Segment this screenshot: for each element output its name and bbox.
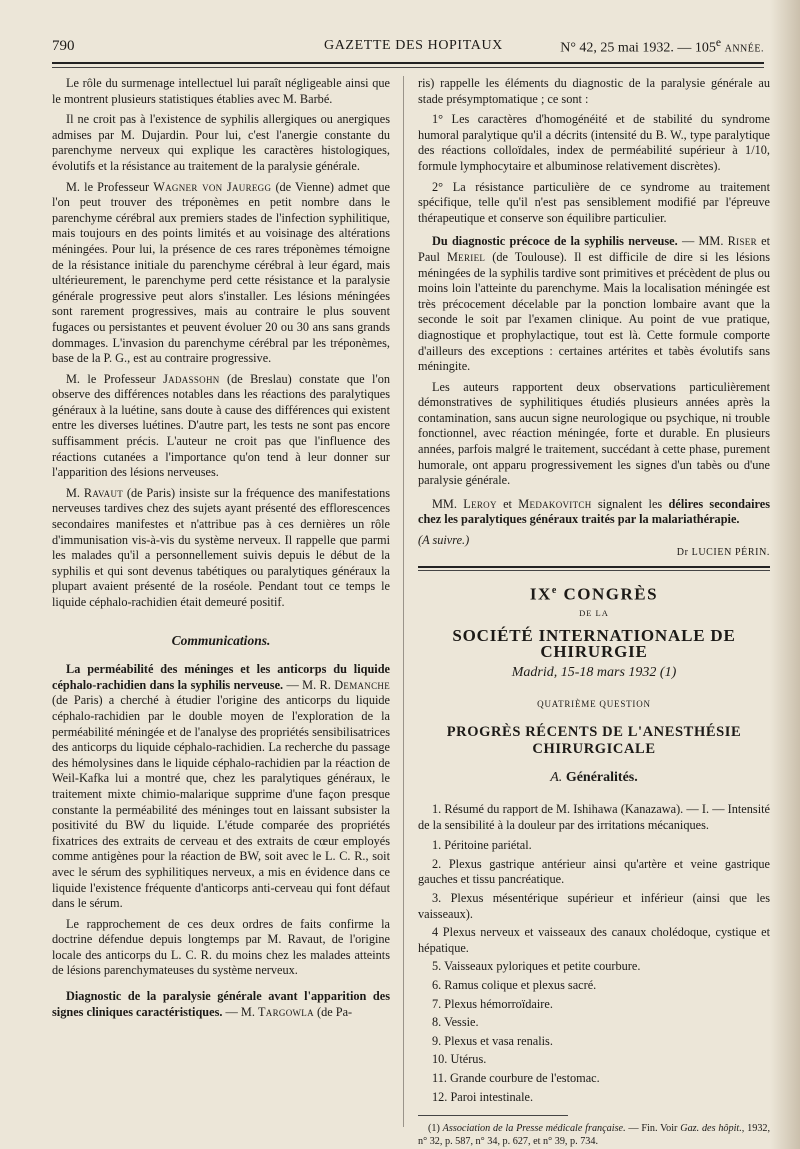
congress-dates: Madrid, 15-18 mars 1932 (1) bbox=[511, 665, 677, 681]
header-rule-thin bbox=[52, 67, 764, 68]
section-rule-thin bbox=[418, 570, 770, 571]
paragraph: ris) rappelle les éléments du diagnostic de la paralysie générale au stade présymptomatique ; ce sont : bbox=[418, 76, 770, 106]
author-name: Riser bbox=[727, 234, 757, 249]
text: et bbox=[503, 496, 512, 511]
list-item: 9. Plexus et vasa renalis. bbox=[432, 1033, 553, 1048]
footnote-rule bbox=[418, 1115, 568, 1116]
paragraph: 2° La résistance particulière de ce syndrome au traitement spécifique, telle qu'il n'est pas sensiblement modifié par l'épreuve thérapeutique et conserve son équilibre particulier. bbox=[418, 179, 770, 225]
list-item: 3. Plexus mésentérique supérieur et inférieur (ainsi que les vaisseaux). bbox=[418, 891, 770, 921]
author-name: Jadassohn bbox=[163, 371, 220, 386]
footnote bbox=[418, 1122, 770, 1148]
text: — M. R. bbox=[286, 677, 331, 692]
text: M. bbox=[66, 485, 81, 500]
communication-title: Diagnostic de la paralysie générale avant l'apparition des signes cliniques caractéristiques. bbox=[52, 989, 390, 1019]
text: (de Paris) a cherché à étudier l'origine des anticorps du liquide céphalo-rachidien par le double moyen de l'exploration de la perméabilité méningée et de l'analyse des propriétés sensibilisatrices des anticorps du liquide céphalo-rachidien. La recherche du passage des hémolysines dans le liquide céphalo-rachidien par la réaction de Weil-Kafka lui a montré que, chez les paralytiques généraux, le traitement mixte chimio-malarique supprime d'une façon presque constante la perméabilité des méninges tout en laissant subsister la positivité du BW du liquide. L'étude comparée des propriétés fixatrices des extraits de cerveau et des extraits de cœur employés comme antigènes pour la réaction de BW, soit avec le L. C. R., soit avec le sérum des syphilitiques nerveux, a mis en évidence dans ce liquide l'existence fréquente d'anticorps anti-cerveau qui font défaut dans le sérum. bbox=[52, 693, 390, 911]
header-rule bbox=[52, 62, 764, 64]
society-name: SOCIÉTÉ INTERNATIONALE DE CHIRURGIE bbox=[452, 626, 736, 661]
text: M. le Professeur bbox=[66, 179, 150, 194]
author-name: Demanche bbox=[334, 677, 390, 692]
page-number: 790 bbox=[52, 38, 75, 54]
topic-title: PROGRÈS RÉCENTS DE L'ANESTHÉSIE CHIRURGICALE bbox=[446, 724, 742, 758]
paragraph: Il ne croit pas à l'existence de syphilis allergiques ou anergiques admises par M. Dujardin. Pour lui, c'est l'anergie constante du parenchyme nerveux qui explique les caractères histologiques, évolutifs et la résistance au traitement de la paralysie générale. bbox=[52, 112, 390, 173]
journal-title: GAZETTE DES HOPITAUX bbox=[324, 38, 503, 53]
list-item: 12. Paroi intestinale. bbox=[432, 1089, 534, 1104]
list-item: 2. Plexus gastrique antérieur ainsi qu'artère et veine gastrique gauches et tissu pancréatique. bbox=[418, 856, 770, 887]
list-item: 5. Vaisseaux pyloriques et petite courbure. bbox=[432, 959, 641, 974]
issue-text: N° 42, 25 mai 1932. — 105 bbox=[560, 40, 716, 56]
text: et Paul bbox=[418, 234, 770, 264]
list-item: 11. Grande courbure de l'estomac. bbox=[432, 1070, 600, 1085]
question-label: QUATRIÈME QUESTION bbox=[537, 698, 651, 709]
congress-sup: e bbox=[551, 585, 558, 597]
paragraph bbox=[52, 372, 390, 481]
item-list bbox=[418, 838, 770, 1105]
list-item: 4 Plexus nerveux et vaisseaux des canaux cholédoque, cystique et hépatique. bbox=[418, 925, 770, 955]
paragraph: 1° Les caractères d'homogénéité et de stabilité du syndrome humoral paralytique qu'il a décrits (intensité du B. W., type paralytique des réactions colloïdales, index de perméabilité supérieur à 1/10, formule lymphocytaire et albuminose relativement discrètes). bbox=[418, 112, 770, 173]
section-title: Communications. bbox=[171, 632, 271, 648]
author-name: Wagner von Jauregg bbox=[153, 179, 272, 194]
to-be-continued: (A suivre.) bbox=[418, 533, 470, 548]
text: MM. bbox=[432, 496, 457, 511]
text: — M. bbox=[225, 1004, 255, 1019]
text: (de Paris) insiste sur la fréquence des manifestations nerveuses tardives chez des sujets ayant présenté des efflorescences secondaires manifestes et n'attribue pas à ces dernières un rôle d'immunisation vis-à-vis du système nerveux. Il rappelle que parmi les malades qu'il a personnellement suivis depuis le début de la syphilis et qui sont devenus tabétiques ou paralytiques généraux la plupart avaient présenté de la roséole. Pendant tout ce temps le liquide céphalo-rachidien était demeuré positif. bbox=[52, 485, 391, 609]
communication-title: Du diagnostic précoce de la syphilis nerveuse. bbox=[432, 234, 678, 249]
list-item: 7. Plexus hémorroïdaire. bbox=[432, 996, 553, 1011]
author-name: Meriel bbox=[446, 249, 486, 264]
text: (de Toulouse). Il est difficile de dire si les lésions méningées de la syphilis tardive sont primitives et précèdent de plus ou moins loin l'atteinte du parenchyme. Mais la localisation méningée est très précocement décelable par la ponction lombaire avant que la seconde le soit par l'examen clinique. Au point de vue pratique, diagnostique et prophylactique, tout est là. Cette formule comporte d'ailleurs des exceptions : certaines artérites et tabès évolutifs sans méningite. bbox=[418, 249, 771, 374]
paragraph: 1. Résumé du rapport de M. Ishihawa (Kanazawa). — I. — Intensité de la sensibilité à la douleur par des irritations mécaniques. bbox=[418, 802, 770, 832]
paragraph: Les auteurs rapportent deux observations particulièrement démonstratives de syphilitiques étudiés plusieurs années après la contamination, sans aucun signe neurologique ou psychique, ni trouble fonctionnel, avec réaction méningée, forte et durable. En plusieurs années, parfois malgré le traitement, succédant à cette phase, purement humorale, ont apparu progressivement les signes d'un tabès ou d'une paralysie générale. bbox=[418, 379, 770, 488]
text: (de Vienne) admet que l'on peut trouver des tréponèmes en petit nombre dans le parenchyme cérébral aux premiers stades de l'infection syphilitique, mais toujours en des points limités et au voisinage des altérations méningées. Pour lui, la présence de ces rares tréponèmes témoigne de la résistance initiale du parenchyme cérébral à leur égard, mais ultérieurement, le parenchyme perd cette résistance et la paralysie générale progressive peut alors s'installer. Les lésions méningées sont rarement progressives, mais au contraire le plus souvent fugaces ou persistantes et peuvent évoluer 20 ou 30 ans sans grands dommages. L'invasion du parenchyme cérébral par les tréponèmes, base de la P. G., est au contraire progressive. bbox=[52, 179, 390, 366]
communication-title: délires secondaires chez les paralytiques généraux traités par la malariathérapie. bbox=[418, 496, 771, 527]
footnote-journal: Gaz. des hôpit., bbox=[680, 1123, 745, 1135]
column-divider bbox=[403, 76, 404, 1127]
congress-number: IX bbox=[529, 584, 552, 604]
author-name: Leroy bbox=[463, 496, 497, 511]
footnote-text: — Fin. Voir bbox=[628, 1123, 678, 1135]
list-item: 10. Utérus. bbox=[432, 1052, 487, 1067]
footnote-number: (1) bbox=[428, 1123, 440, 1135]
paragraph: Le rôle du surmenage intellectuel lui paraît négligeable ainsi que le montrent plusieurs statistiques établies avec M. Barbé. bbox=[52, 76, 390, 106]
author-signature: Dr LUCIEN PÉRIN. bbox=[676, 546, 770, 558]
section-rule bbox=[418, 566, 770, 568]
text: — MM. bbox=[681, 234, 724, 249]
issue-info bbox=[560, 36, 764, 57]
paragraph bbox=[52, 180, 390, 367]
author-name: Medakovitch bbox=[518, 496, 592, 511]
paragraph bbox=[418, 234, 770, 374]
paragraph: Le rapprochement de ces deux ordres de faits confirme la doctrine défendue depuis longtemps par M. Ravaut, de l'origine locale des anticorps du L. C. R. du moins chez les malades atteints de lésions parenchymateuses du système nerveux. bbox=[52, 916, 390, 978]
issue-annee: ANNÉE. bbox=[724, 43, 764, 55]
list-item: 8. Vessie. bbox=[432, 1015, 479, 1030]
subsection-letter: A. bbox=[550, 770, 563, 786]
congress-title bbox=[418, 583, 770, 602]
text: (de Breslau) constate que l'on observe des différences notables dans les réactions des paralytiques généraux à la luétine, sans doute à cause des différences qui existent entre les diverses luétines. D'autre part, les tests ne sont pas encore suffisamment précis. L'auteur ne croit pas que l'influence des réactions cutanées a l'importance qu'on tend à leur donner sur l'apparition des lésions nerveuses. bbox=[52, 371, 390, 480]
communication-title: La perméabilité des méninges et les anticorps du liquide céphalo-rachidien dans la syphilis nerveuse. bbox=[52, 662, 390, 692]
page-edge-shadow bbox=[770, 0, 800, 1149]
footnote-ref: 1932, n° 32, p. 587, n° 34, p. 627, et n° 39, p. 734. bbox=[418, 1123, 771, 1148]
paragraph bbox=[52, 486, 390, 611]
right-column bbox=[418, 76, 770, 1148]
text: signalent les bbox=[597, 496, 663, 511]
subsection-name: Généralités. bbox=[565, 770, 638, 786]
left-column bbox=[52, 76, 390, 1025]
paragraph bbox=[418, 497, 770, 528]
author-name: Targowla bbox=[258, 1004, 314, 1019]
paragraph bbox=[52, 662, 390, 912]
congress-word: CONGRÈS bbox=[563, 584, 659, 604]
text: M. le Professeur bbox=[66, 371, 156, 386]
de-la: DE LA bbox=[579, 608, 609, 619]
footnote-source: Association de la Presse médicale française. bbox=[442, 1123, 626, 1135]
list-item: 1. Péritoine pariétal. bbox=[432, 838, 532, 853]
paragraph bbox=[52, 989, 390, 1020]
list-item: 6. Ramus colique et plexus sacré. bbox=[432, 977, 597, 992]
issue-sup: e bbox=[715, 36, 722, 49]
text: (de Pa- bbox=[316, 1004, 353, 1019]
author-name: Ravaut bbox=[83, 485, 124, 500]
subsection-title bbox=[418, 770, 770, 786]
page-header bbox=[52, 34, 764, 56]
